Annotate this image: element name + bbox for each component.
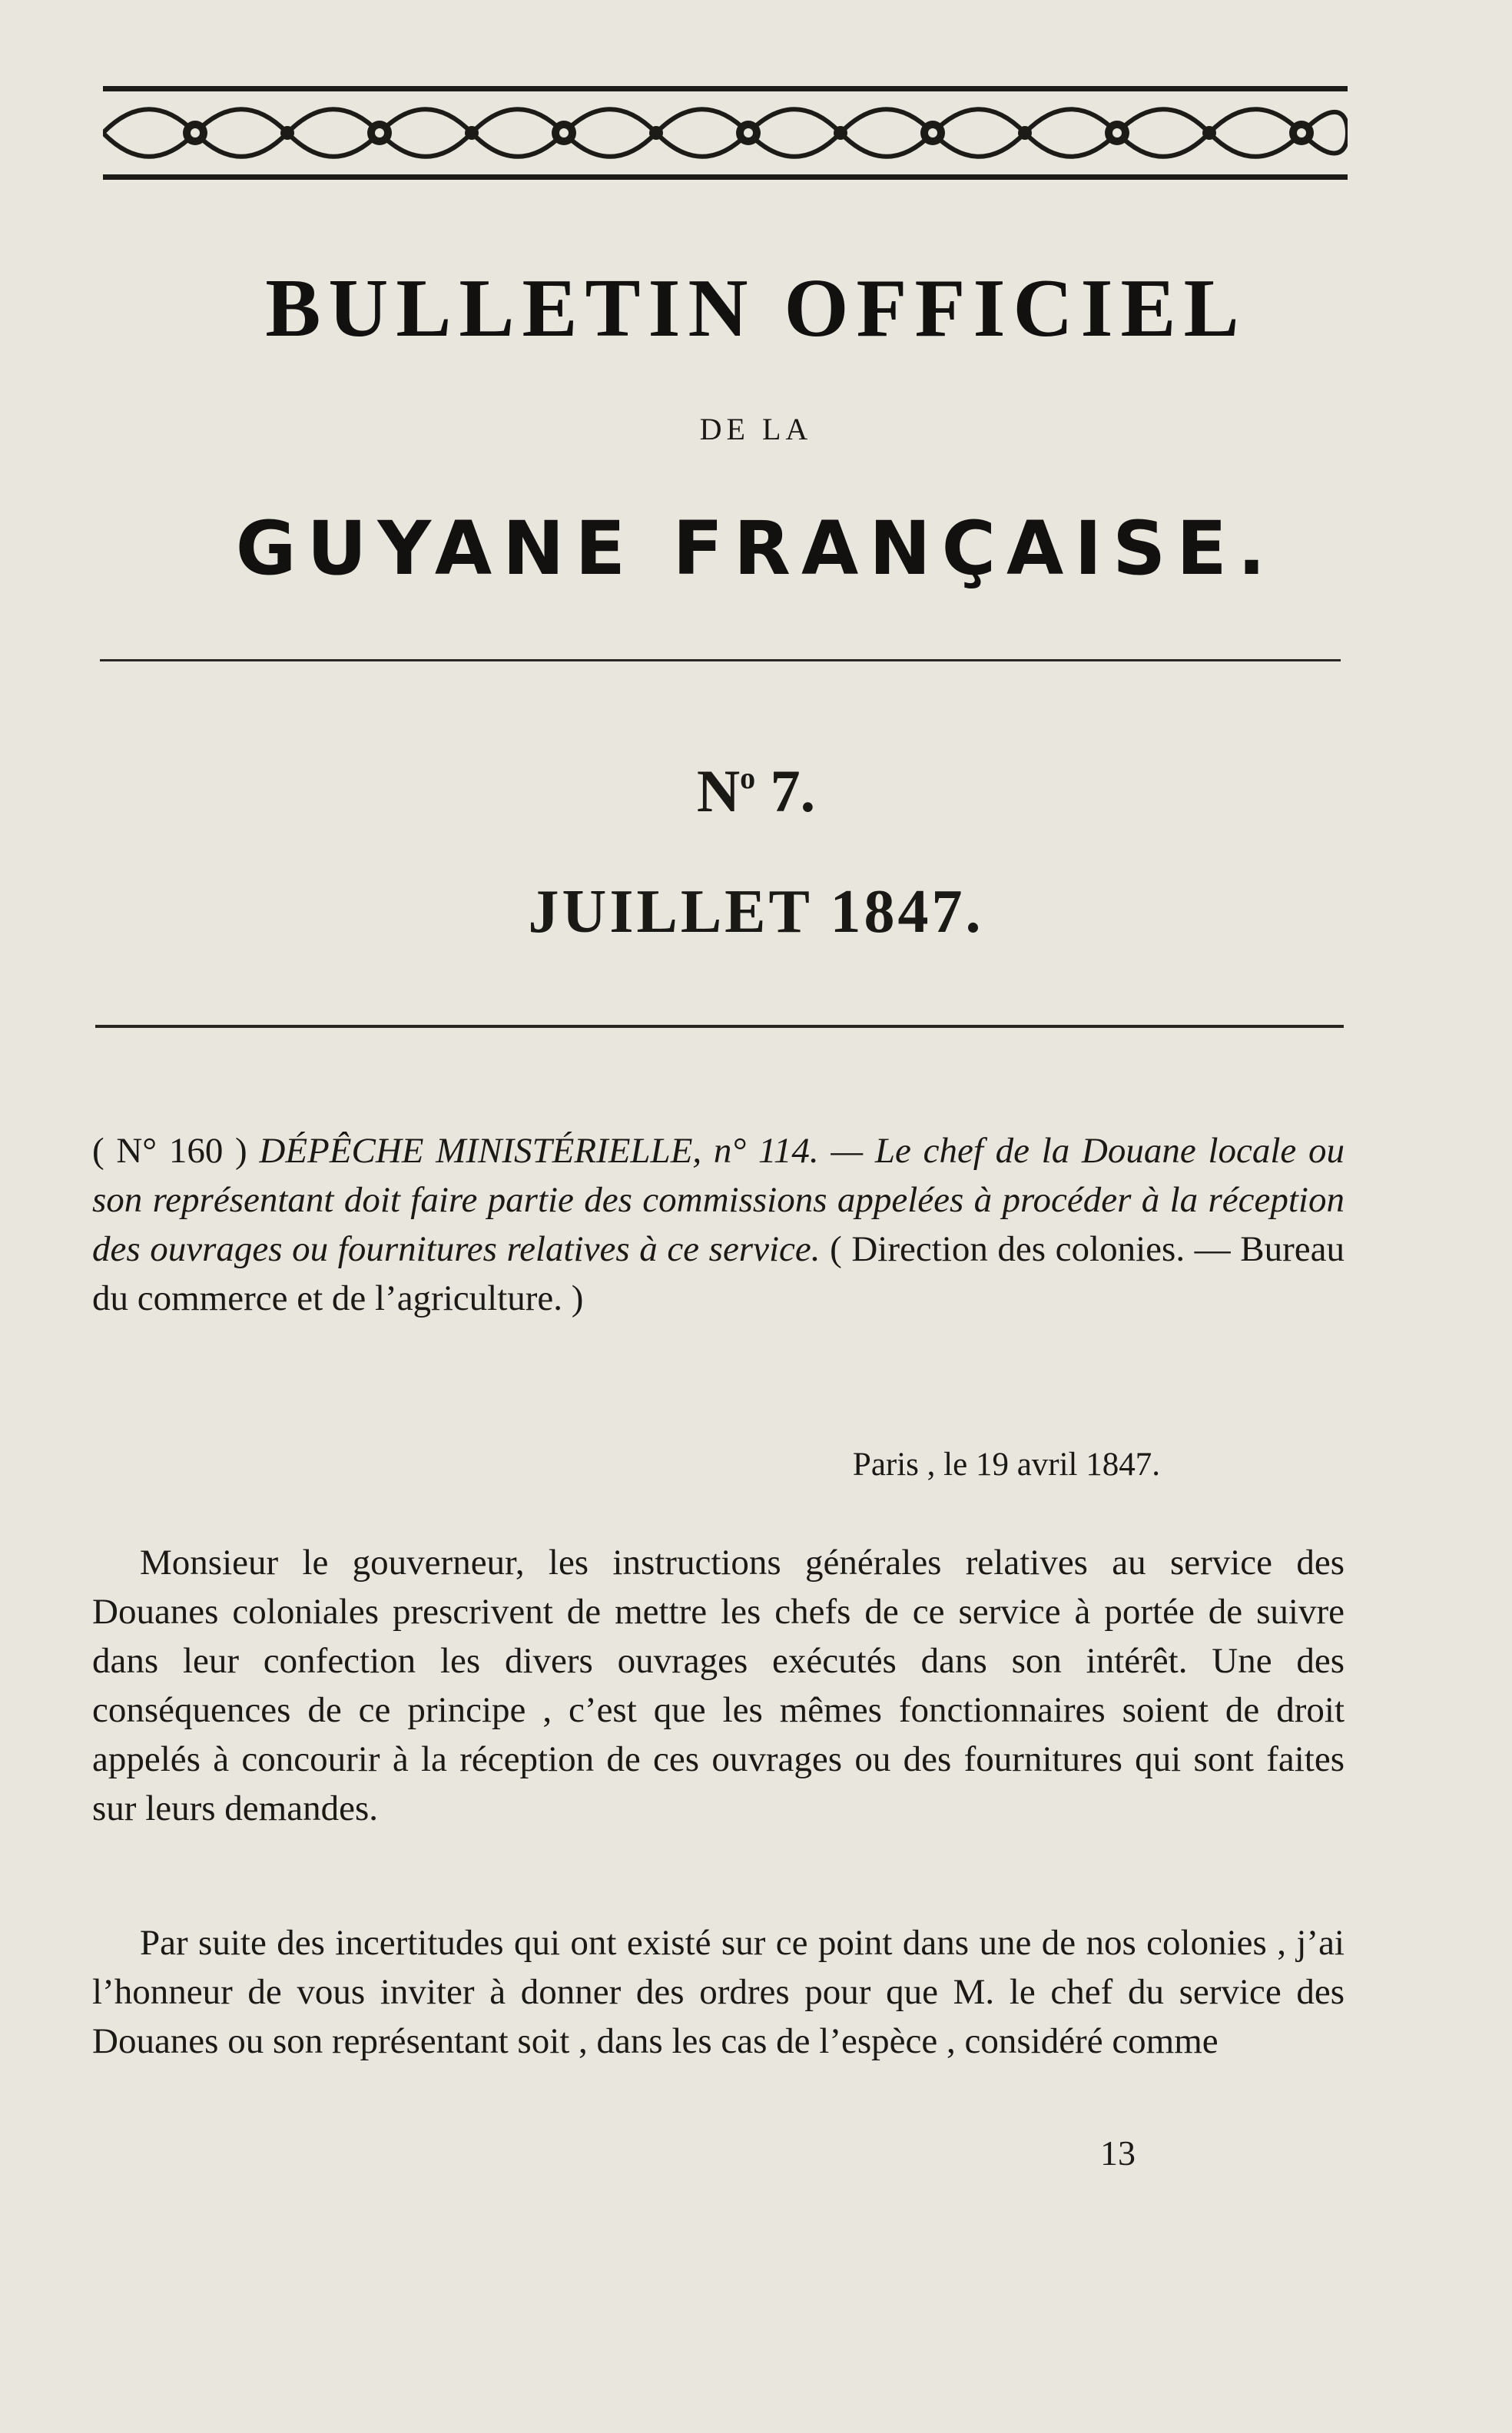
- issue-date: JUILLET 1847.: [528, 878, 984, 946]
- title-connector: DE LA: [699, 412, 813, 446]
- title-divider: [100, 659, 1341, 661]
- issue-number-superscript: o: [740, 761, 756, 795]
- issue-number-value: 7.: [755, 757, 816, 824]
- article-number: ( N° 160 ): [92, 1131, 260, 1171]
- article-source: ( Direction des colonies. — Bureau du commerce et de l’agriculture. ): [92, 1229, 1345, 1318]
- colony-title: GUYANE FRANÇAISE.: [235, 505, 1277, 592]
- page-number: 13: [1100, 2133, 1136, 2173]
- article-title: DÉPÊCHE MINISTÉRIELLE, n° 114. — Le chef de la Douane locale ou son représentant doit faire partie des commissions appelées à procéder à la réception des ouvrages ou fournitures relatives à ce service.: [92, 1131, 1345, 1269]
- header-divider: [95, 1025, 1344, 1028]
- ornamental-header-band: [103, 86, 1348, 180]
- body-paragraph-2: Par suite des incertitudes qui ont existé sur ce point dans une de nos colonies , j’ai l’honneur de vous inviter à donner des ordres pour que M. le chef du service des Douanes ou son représentant soit , dans les cas de l’espèce , considéré comme: [92, 1923, 1345, 2061]
- issue-number-prefix: N: [696, 757, 741, 824]
- article-heading: [92, 1126, 1345, 1323]
- bulletin-title: BULLETIN OFFICIEL: [265, 263, 1247, 354]
- ornament-pattern-icon: [103, 86, 1348, 180]
- body-paragraph-1: Monsieur le gouverneur, les instructions générales relatives au service des Douanes coloniales prescrivent de mettre les chefs de ce service à portée de suivre dans leur confection les divers ouvrages exécutés dans son intérêt. Une des conséquences de ce principe , c’est que les mêmes fonctionnaires soient de droit appelés à concourir à la réception de ces ouvrages ou des fournitures qui sont faites sur leurs demandes.: [92, 1543, 1345, 1828]
- dateline: Paris , le 19 avril 1847.: [852, 1447, 1160, 1483]
- issue-number: [0, 757, 1512, 826]
